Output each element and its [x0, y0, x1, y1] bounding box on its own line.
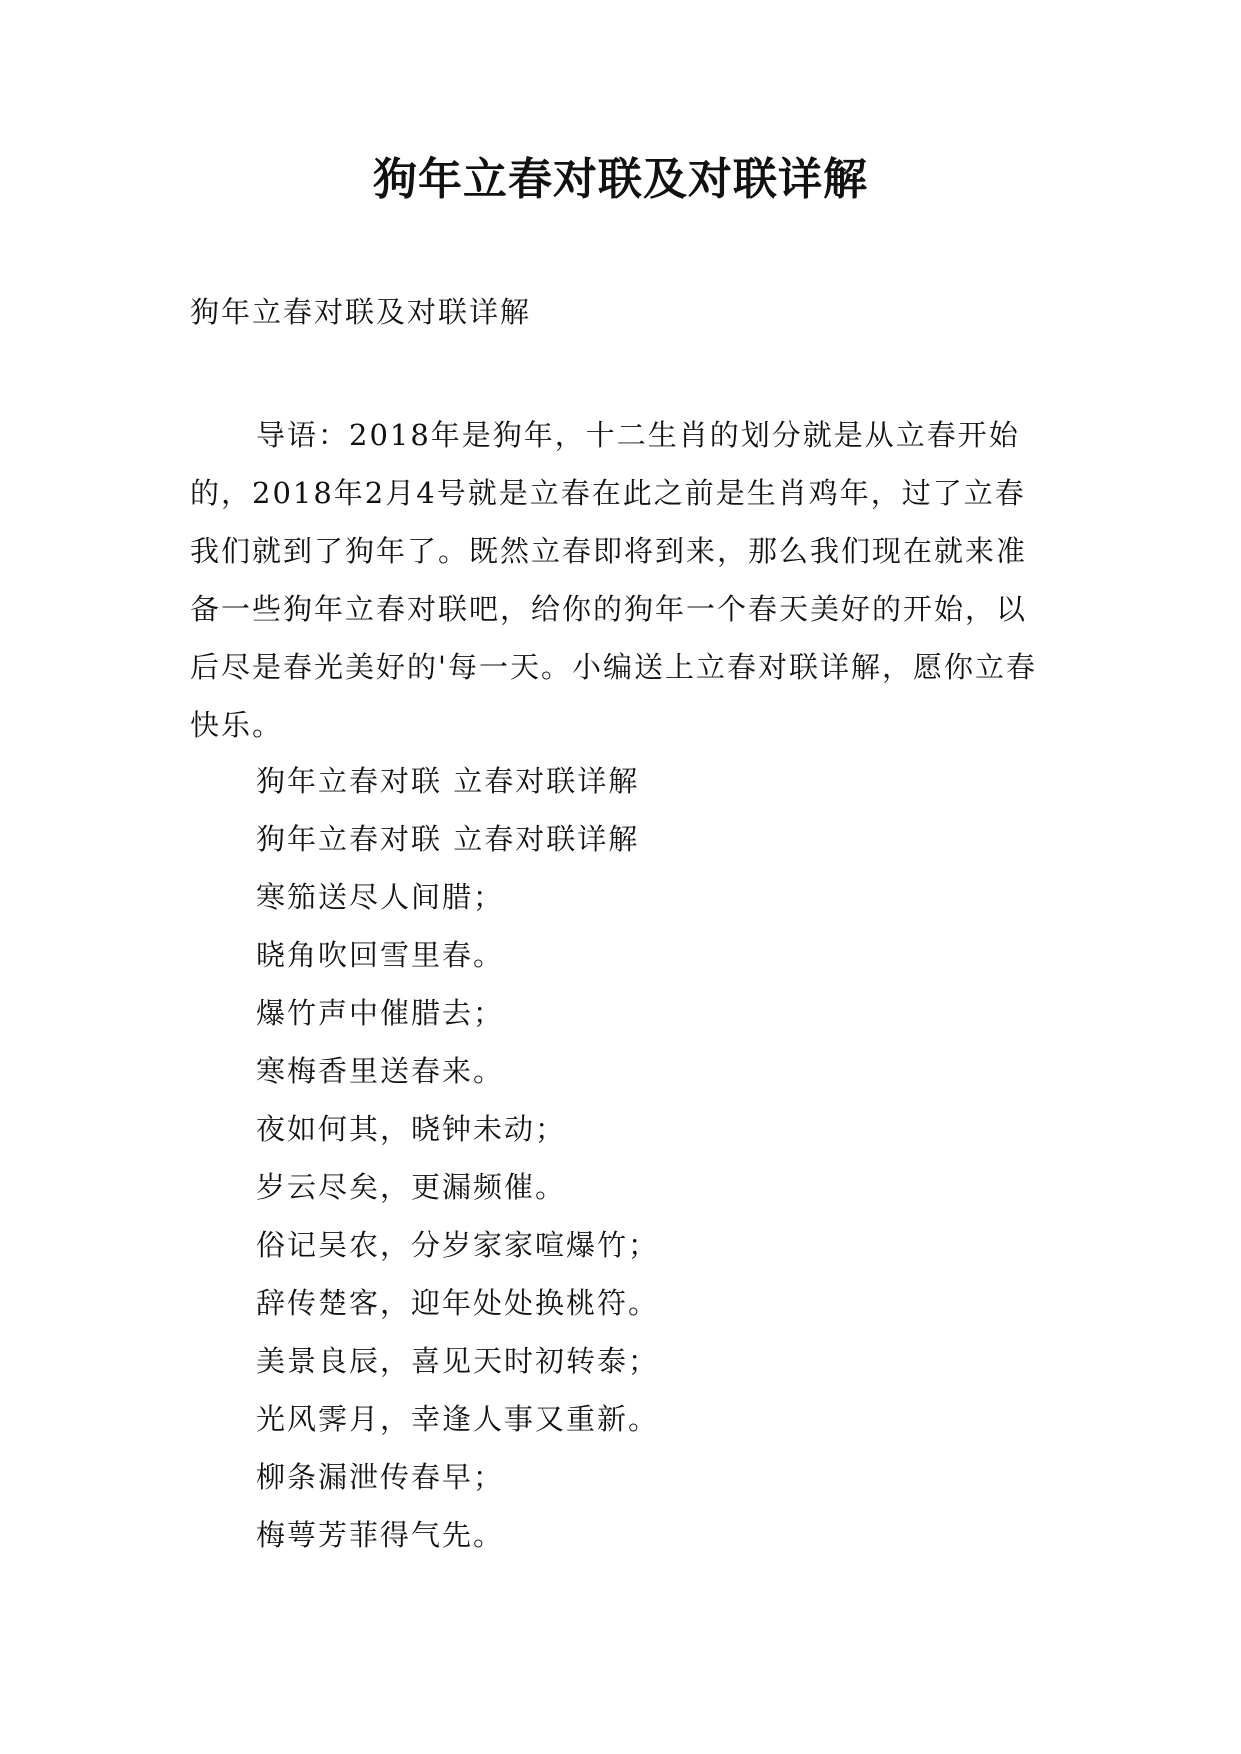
couplet-line: 狗年立春对联 立春对联详解: [256, 764, 640, 798]
document-subtitle: 狗年立春对联及对联详解: [190, 295, 532, 329]
couplet-line: 俗记吴农，分岁家家喧爆竹；: [256, 1228, 660, 1262]
couplet-line: 辞传楚客，迎年处处换桃符。: [256, 1286, 660, 1320]
couplet-line: 梅萼芳菲得气先。: [256, 1518, 505, 1552]
couplet-line: 夜如何其，晓钟未动；: [256, 1112, 567, 1146]
intro-paragraph: 导语：2018年是狗年，十二生肖的划分就是从立春开始的，2018年2月4号就是立春在此之前是生肖鸡年，过了立春我们就到了狗年了。既然立春即将到来，那么我们现在就来准备一些狗年立春对联吧，给你的狗年一个春天美好的开始，以后尽是春光美好的'每一天。小编送上立春对联详解，愿你立春快乐。: [190, 418, 1037, 742]
couplet-line: 柳条漏泄传春早；: [256, 1460, 505, 1494]
couplet-line: 晓角吹回雪里春。: [256, 938, 505, 972]
document-title: 狗年立春对联及对联详解: [373, 154, 868, 205]
couplet-line: 岁云尽矣，更漏频催。: [256, 1170, 567, 1204]
couplet-line: 爆竹声中催腊去；: [256, 996, 505, 1030]
couplet-list: [256, 752, 1056, 1564]
couplet-line: 美景良辰，喜见天时初转泰；: [256, 1344, 660, 1378]
couplet-line: 寒梅香里送春来。: [256, 1054, 505, 1088]
couplet-line: 寒笳送尽人间腊；: [256, 880, 505, 914]
couplet-line: 光风霁月，幸逢人事又重新。: [256, 1402, 660, 1436]
couplet-line: 狗年立春对联 立春对联详解: [256, 822, 640, 856]
